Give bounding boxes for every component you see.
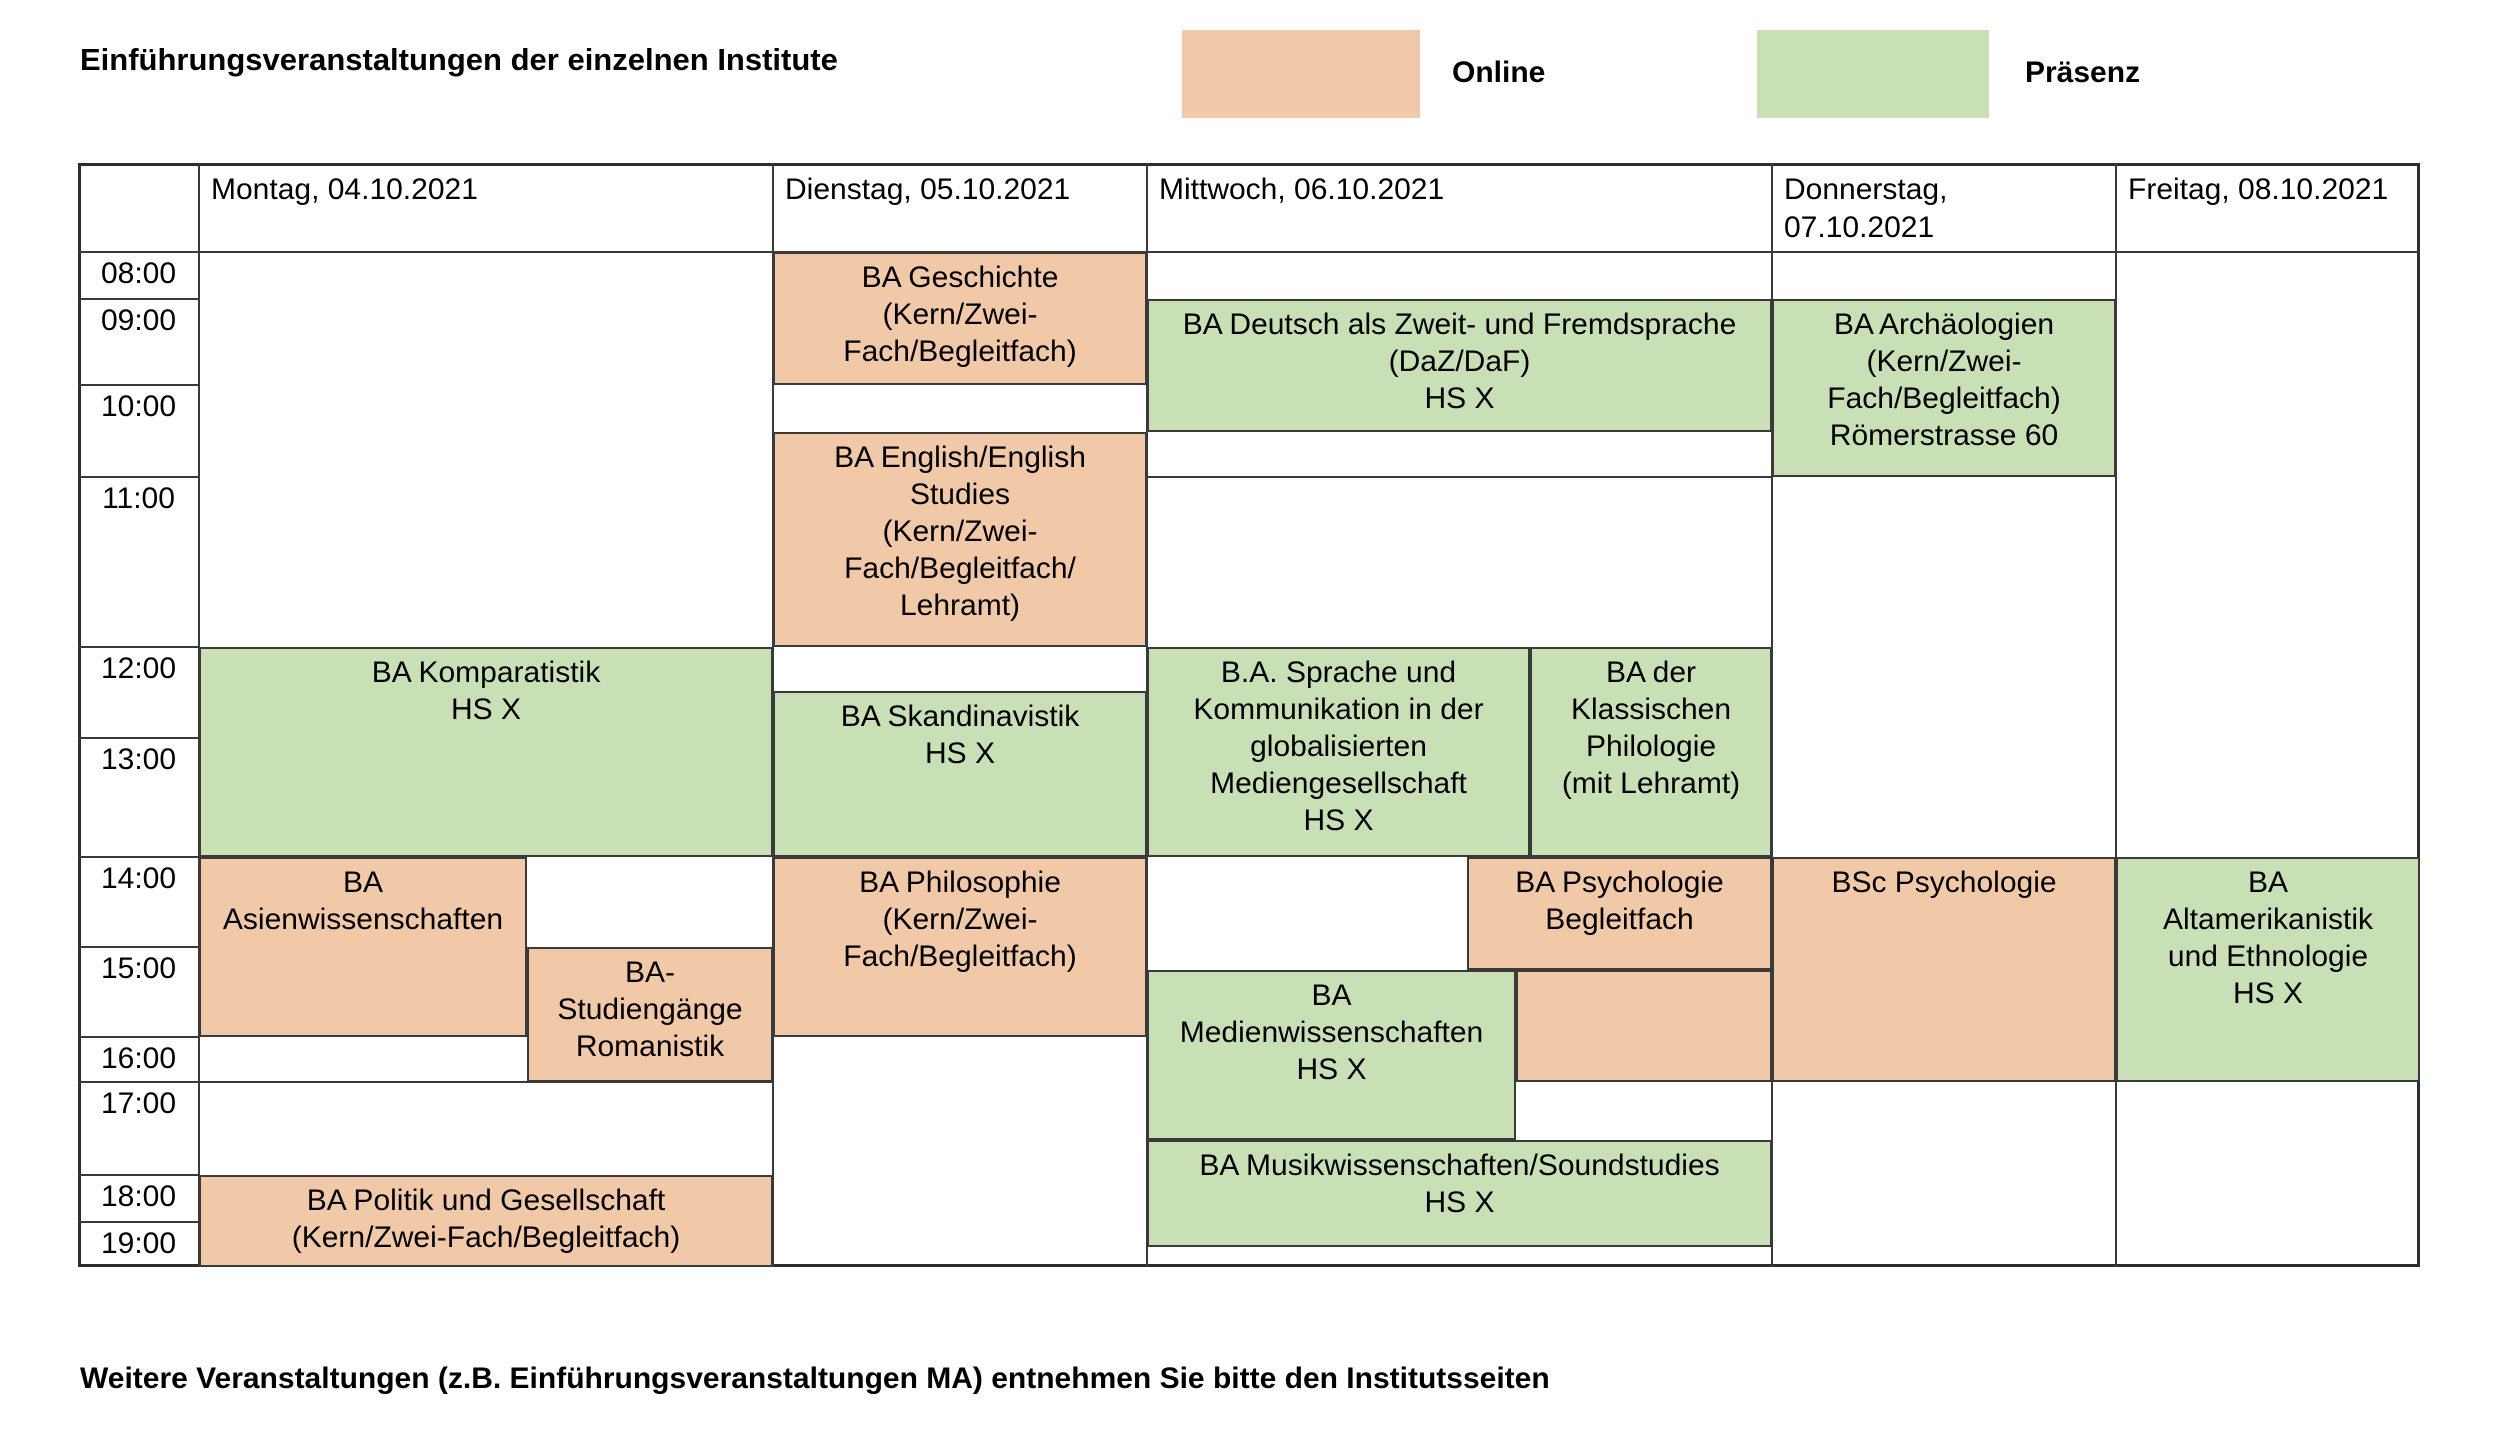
event-text-line: BA Deutsch als Zweit- und Fremdsprache xyxy=(1182,308,1737,341)
event-text-line: Philologie xyxy=(1585,730,1717,763)
time-label-08-00: 08:00 xyxy=(100,257,177,290)
time-label-17-00: 17:00 xyxy=(100,1087,177,1120)
day-header-text: Dienstag, 05.10.2021 xyxy=(785,173,1071,206)
time-label-09-00: 09:00 xyxy=(100,304,177,337)
event-ba-deutsch-daz-daf xyxy=(1147,299,1772,432)
event-text-line: Fach/Begleitfach) xyxy=(1827,382,2061,415)
event-text-line: Begleitfach xyxy=(1545,903,1694,936)
event-text-line: B.A. Sprache und xyxy=(1220,656,1457,689)
event-text-line: Klassischen xyxy=(1570,693,1732,726)
time-label-19-00: 19:00 xyxy=(100,1227,177,1260)
event-text-line: BA Archäologien xyxy=(1833,308,2055,341)
event-text-line: HS X xyxy=(2232,977,2304,1010)
event-text-line: BA xyxy=(1311,979,1352,1012)
event-text-line: BA der xyxy=(1605,656,1697,689)
event-text-line: BA Musikwissenschaften/Soundstudies xyxy=(1199,1149,1720,1182)
event-text-line: Fach/Begleitfach) xyxy=(843,940,1077,973)
event-text-line: BSc Psychologie xyxy=(1831,866,2057,899)
event-text-line: (Kern/Zwei-Fach/Begleitfach) xyxy=(291,1221,681,1254)
day-header-montag xyxy=(199,163,773,252)
event-text-line: BA Geschichte xyxy=(861,261,1059,294)
event-text-line: Lehramt) xyxy=(899,589,1021,622)
event-text-line: globalisierten xyxy=(1250,730,1427,763)
event-ba-musikwissenschaften-soundstudies xyxy=(1147,1140,1772,1247)
event-ba-psychologie-begleitfach xyxy=(1467,857,1772,970)
event-text-line: BA xyxy=(2247,866,2289,899)
event-text-line: HS X xyxy=(1303,804,1374,837)
event-text-line: Römerstrasse 60 xyxy=(1829,419,2059,452)
event-ba-english-english-studies xyxy=(773,432,1147,647)
event-text-line: (Kern/Zwei- xyxy=(1866,345,2022,378)
event-text-line: BA English/English xyxy=(834,441,1086,474)
event-ba-politik-und-gesellschaft xyxy=(199,1175,773,1267)
day-header-mittwoch xyxy=(1147,163,1772,252)
event-text-line: HS X xyxy=(924,737,996,770)
event-ba-philosophie xyxy=(773,857,1147,1037)
event-ba-altamerikanistik-und-ethnologie xyxy=(2116,857,2420,1082)
page-title: Einführungsveranstaltungen der einzelnen Institute xyxy=(80,42,838,77)
event-text-line: BA Skandinavistik xyxy=(840,700,1080,733)
time-label-10-00: 10:00 xyxy=(100,390,177,423)
event-text-line: BA Komparatistik xyxy=(371,656,601,689)
event-bsc-psychologie xyxy=(1772,857,2116,1082)
time-label-11-00: 11:00 xyxy=(102,482,175,515)
event-text-line: (Kern/Zwei- xyxy=(882,903,1038,936)
event-text-line: und Ethnologie xyxy=(2167,940,2369,973)
time-label-18-00: 18:00 xyxy=(100,1180,177,1213)
event-ba-komparatistik xyxy=(199,647,773,857)
event-text-line: HS X xyxy=(1424,382,1495,415)
event-text-line: HS X xyxy=(450,693,522,726)
event-text-line: BA- xyxy=(624,956,675,989)
day-header-text: Mittwoch, 06.10.2021 xyxy=(1159,173,1445,206)
event-text-line: Kommunikation in der xyxy=(1193,693,1484,726)
legend-praesenz-swatch xyxy=(1757,30,1989,118)
event-text-line: Asienwissenschaften xyxy=(222,903,504,936)
legend-online-swatch xyxy=(1182,30,1420,118)
day-header-text: Donnerstag, xyxy=(1784,173,1948,206)
event-text-line: Studies xyxy=(909,478,1011,511)
event-text-line: BA xyxy=(342,866,384,899)
event-text-line: Mediengesellschaft xyxy=(1210,767,1467,800)
event-ba-psychologie-begleitfach-fortsetzung xyxy=(1516,970,1772,1082)
day-header-donnerstag xyxy=(1772,163,2116,252)
legend-praesenz-label: Präsenz xyxy=(2025,56,2141,89)
event-ba-sprache-und-kommunikation xyxy=(1147,647,1530,857)
time-label-14-00: 14:00 xyxy=(100,862,177,895)
cell-boundary-line xyxy=(1147,476,1772,478)
event-ba-studiengaenge-romanistik xyxy=(527,947,773,1082)
event-text-line: BA Philosophie xyxy=(859,866,1061,899)
event-text-line: Romanistik xyxy=(575,1030,725,1063)
event-text-line: Altamerikanistik xyxy=(2162,903,2374,936)
event-text-line: HS X xyxy=(1296,1053,1367,1086)
event-text-line: Studiengänge xyxy=(557,993,743,1026)
event-ba-medienwissenschaften xyxy=(1147,970,1516,1140)
footer-note: Weitere Veranstaltungen (z.B. Einführungsveranstaltungen MA) entnehmen Sie bitte den Institutsseiten xyxy=(80,1362,1550,1395)
event-ba-geschichte xyxy=(773,252,1147,385)
time-label-15-00: 15:00 xyxy=(100,952,177,985)
day-header-dienstag xyxy=(773,163,1147,252)
event-ba-der-klassischen-philologie xyxy=(1530,647,1772,857)
event-text-line: HS X xyxy=(1424,1186,1495,1219)
event-text-line: BA Politik und Gesellschaft xyxy=(306,1184,666,1217)
event-text-line: (Kern/Zwei- xyxy=(882,515,1038,548)
time-label-12-00: 12:00 xyxy=(100,652,177,685)
event-ba-archaeologien xyxy=(1772,299,2116,477)
legend-online-label: Online xyxy=(1452,56,1546,89)
time-label-16-00: 16:00 xyxy=(100,1042,177,1075)
day-header-text: Freitag, 08.10.2021 xyxy=(2128,173,2389,206)
event-ba-asienwissenschaften xyxy=(199,857,527,1037)
day-header-text: Montag, 04.10.2021 xyxy=(211,173,478,206)
event-text-line: (mit Lehramt) xyxy=(1561,767,1741,800)
event-text-line: Fach/Begleitfach) xyxy=(843,335,1077,368)
day-header-freitag xyxy=(2116,163,2420,252)
event-text-line: Fach/Begleitfach/ xyxy=(844,552,1076,585)
time-label-13-00: 13:00 xyxy=(100,743,177,776)
event-text-line: (DaZ/DaF) xyxy=(1388,345,1531,378)
event-text-line: BA Psychologie xyxy=(1515,866,1724,899)
event-ba-skandinavistik xyxy=(773,691,1147,857)
event-text-line: Medienwissenschaften xyxy=(1179,1016,1484,1049)
day-header-text: 07.10.2021 xyxy=(1784,211,1935,244)
event-text-line: (Kern/Zwei- xyxy=(882,298,1038,331)
